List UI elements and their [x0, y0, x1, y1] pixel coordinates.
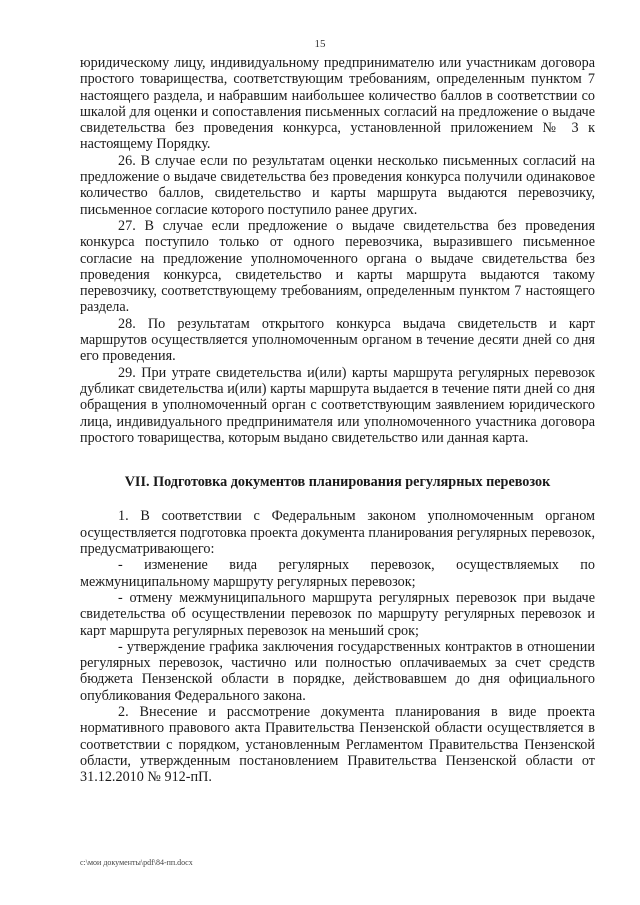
paragraph-continuation: юридическому лицу, индивидуальному предпринимателю или участникам договора простого товарищества, соответствующим требованиям, определенным пунктом 7 настоящего раздела, и набравшим наибольшее количество баллов в соответствии со шкалой для оценки и сопоставления письменных согласий на предложение о выдаче свидетельства без проведения конкурса, установленной приложением № 3 к настоящему Порядку.	[80, 55, 595, 153]
list-item-cancel-route: - отмену межмуниципального маршрута регулярных перевозок при выдаче свидетельства об осуществлении перевозок по маршруту регулярных перевозок и карт маршрута регулярных перевозок на меньший срок;	[80, 589, 595, 639]
document-body	[80, 55, 595, 785]
paragraph-vii-2: 2. Внесение и рассмотрение документа планирования в виде проекта нормативного правового акта Правительства Пензенской области осуществляется в соответствии с порядком, установленным Регламентом Правительства Пензенской области, утвержденным постановлением Правительства Пензенской области от 31.12.2010 № 912-пП.	[80, 703, 595, 786]
section-heading-vii: VII. Подготовка документов планирования регулярных перевозок	[124, 474, 551, 491]
paragraph-29: 29. При утрате свидетельства и(или) карты маршрута регулярных перевозок дубликат свидетельства и(или) карты маршрута выдается в течение пяти дней со дня обращения в уполномоченный орган с соответствующим заявлением юридического лица, индивидуального предпринимателя или уполномоченного участника договора простого товарищества, которым выдано свидетельство или данная карта.	[80, 364, 595, 446]
page-number: 15	[314, 38, 326, 50]
paragraph-27: 27. В случае если предложение о выдаче свидетельства без проведения конкурса поступило только от одного перевозчика, выразившего письменное согласие на предложение уполномоченного органа о выдаче свидетельства без проведения конкурса, свидетельство и карты маршрута выдаются такому перевозчику, соответствующему требованиям, определенным пунктом 7 настоящего раздела.	[80, 217, 595, 316]
paragraph-26: 26. В случае если по результатам оценки несколько письменных согласий на предложение о выдаче свидетельства без проведения конкурса получили одинаковое количество баллов, свидетельство и карты маршрута выдаются перевозчику, письменное согласие которого поступило ранее других.	[80, 152, 595, 218]
paragraph-vii-1: 1. В соответствии с Федеральным законом уполномоченным органом осуществляется подготовка проекта документа планирования регулярных перевозок, предусматривающего:	[80, 508, 595, 558]
footer-file-path: c:\мои документы\pdf\84-пп.docx	[80, 858, 193, 867]
paragraph-28: 28. По результатам открытого конкурса выдача свидетельств и карт маршрутов осуществляется уполномоченным органом в течение десяти дней со дня его проведения.	[80, 315, 595, 365]
list-item-approve-schedule: - утверждение графика заключения государственных контрактов в отношении регулярных перевозок, частично или полностью оплачиваемых за счет средств бюджета Пензенской области в порядке, действовавшем до дня официального опубликования Федерального закона.	[80, 638, 595, 704]
list-item-change-type: - изменение вида регулярных перевозок, осуществляемых по межмуниципальному маршруту регулярных перевозок;	[80, 557, 595, 590]
